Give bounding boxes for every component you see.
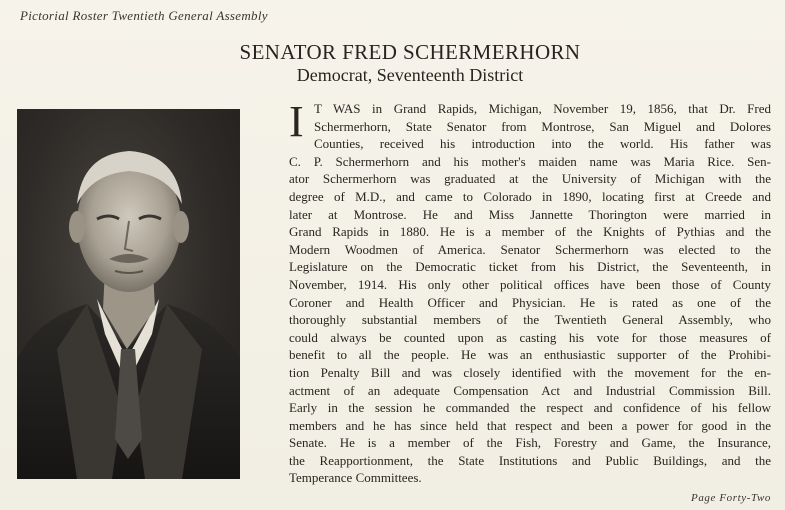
biography-line: C. P. Schermerhorn and his mother's maiden name was Maria Rice. Sen- [289, 153, 771, 169]
biography-line: benefit to all the people. He was an enthusiastic supporter of the Prohibi- [289, 347, 771, 363]
biography-line: ator Schermerhorn was graduated at the University of Michigan with the [289, 171, 771, 187]
portrait-illustration [17, 109, 240, 479]
biography-line: members and he has since held that respect and been a power for good in the [289, 417, 771, 433]
biography-line: T WAS in Grand Rapids, Michigan, November 19, 1856, that Dr. Fred [314, 101, 771, 116]
drop-cap: I [289, 97, 304, 146]
biography-line: Coroner and Health Officer and Physician. He is rated as one of the [289, 294, 771, 310]
biography-line: Schermerhorn, State Senator from Montrose, San Miguel and Dolores [314, 118, 771, 134]
biography-line: the Reapportionment, the State Institutions and Public Buildings, and the [289, 452, 771, 468]
running-head: Pictorial Roster Twentieth General Assembly [20, 8, 268, 23]
biography-line: Grand Rapids in 1880. He is a member of the Knights of Pythias and the [289, 224, 771, 240]
biography-line: November, 1914. His only other political offices have been those of County [289, 276, 771, 292]
biography-line: thoroughly substantial members of the Twentieth General Assembly, who [289, 312, 771, 328]
biography-text [289, 97, 771, 487]
portrait-photo [17, 109, 240, 479]
biography-line: Senate. He is a member of the Fish, Forestry and Game, the Insurance, [289, 435, 771, 451]
biography-line: Counties, received his introduction into the world. His father was [314, 136, 771, 152]
biography-line: Modern Woodmen of America. Senator Schermerhorn was elected to the [289, 241, 771, 257]
page-subtitle: Democrat, Seventeenth District [296, 65, 524, 85]
biography-line: tion Penalty Bill and was closely identified with the movement for the en- [289, 364, 771, 380]
biography-line: Early in the session he commanded the respect and confidence of his fellow [289, 400, 771, 416]
page-number: Page Forty-Two [691, 492, 771, 504]
biography-line: actment of an adequate Compensation Act and Industrial Commission Bill. [289, 382, 771, 398]
biography-line: Temperance Committees. [289, 470, 422, 486]
page-title: SENATOR FRED SCHERMERHORN [239, 40, 581, 64]
biography-line: later at Montrose. He and Miss Jannette Thorington were married in [289, 206, 771, 222]
biography-line: degree of M.D., and came to Colorado in 1890, locating first at Creede and [289, 188, 771, 204]
biography-line: could always be counted upon as casting his vote for those measures of [289, 329, 771, 345]
biography-line: Legislature on the Democratic ticket from his District, the Seventeenth, in [289, 259, 771, 275]
